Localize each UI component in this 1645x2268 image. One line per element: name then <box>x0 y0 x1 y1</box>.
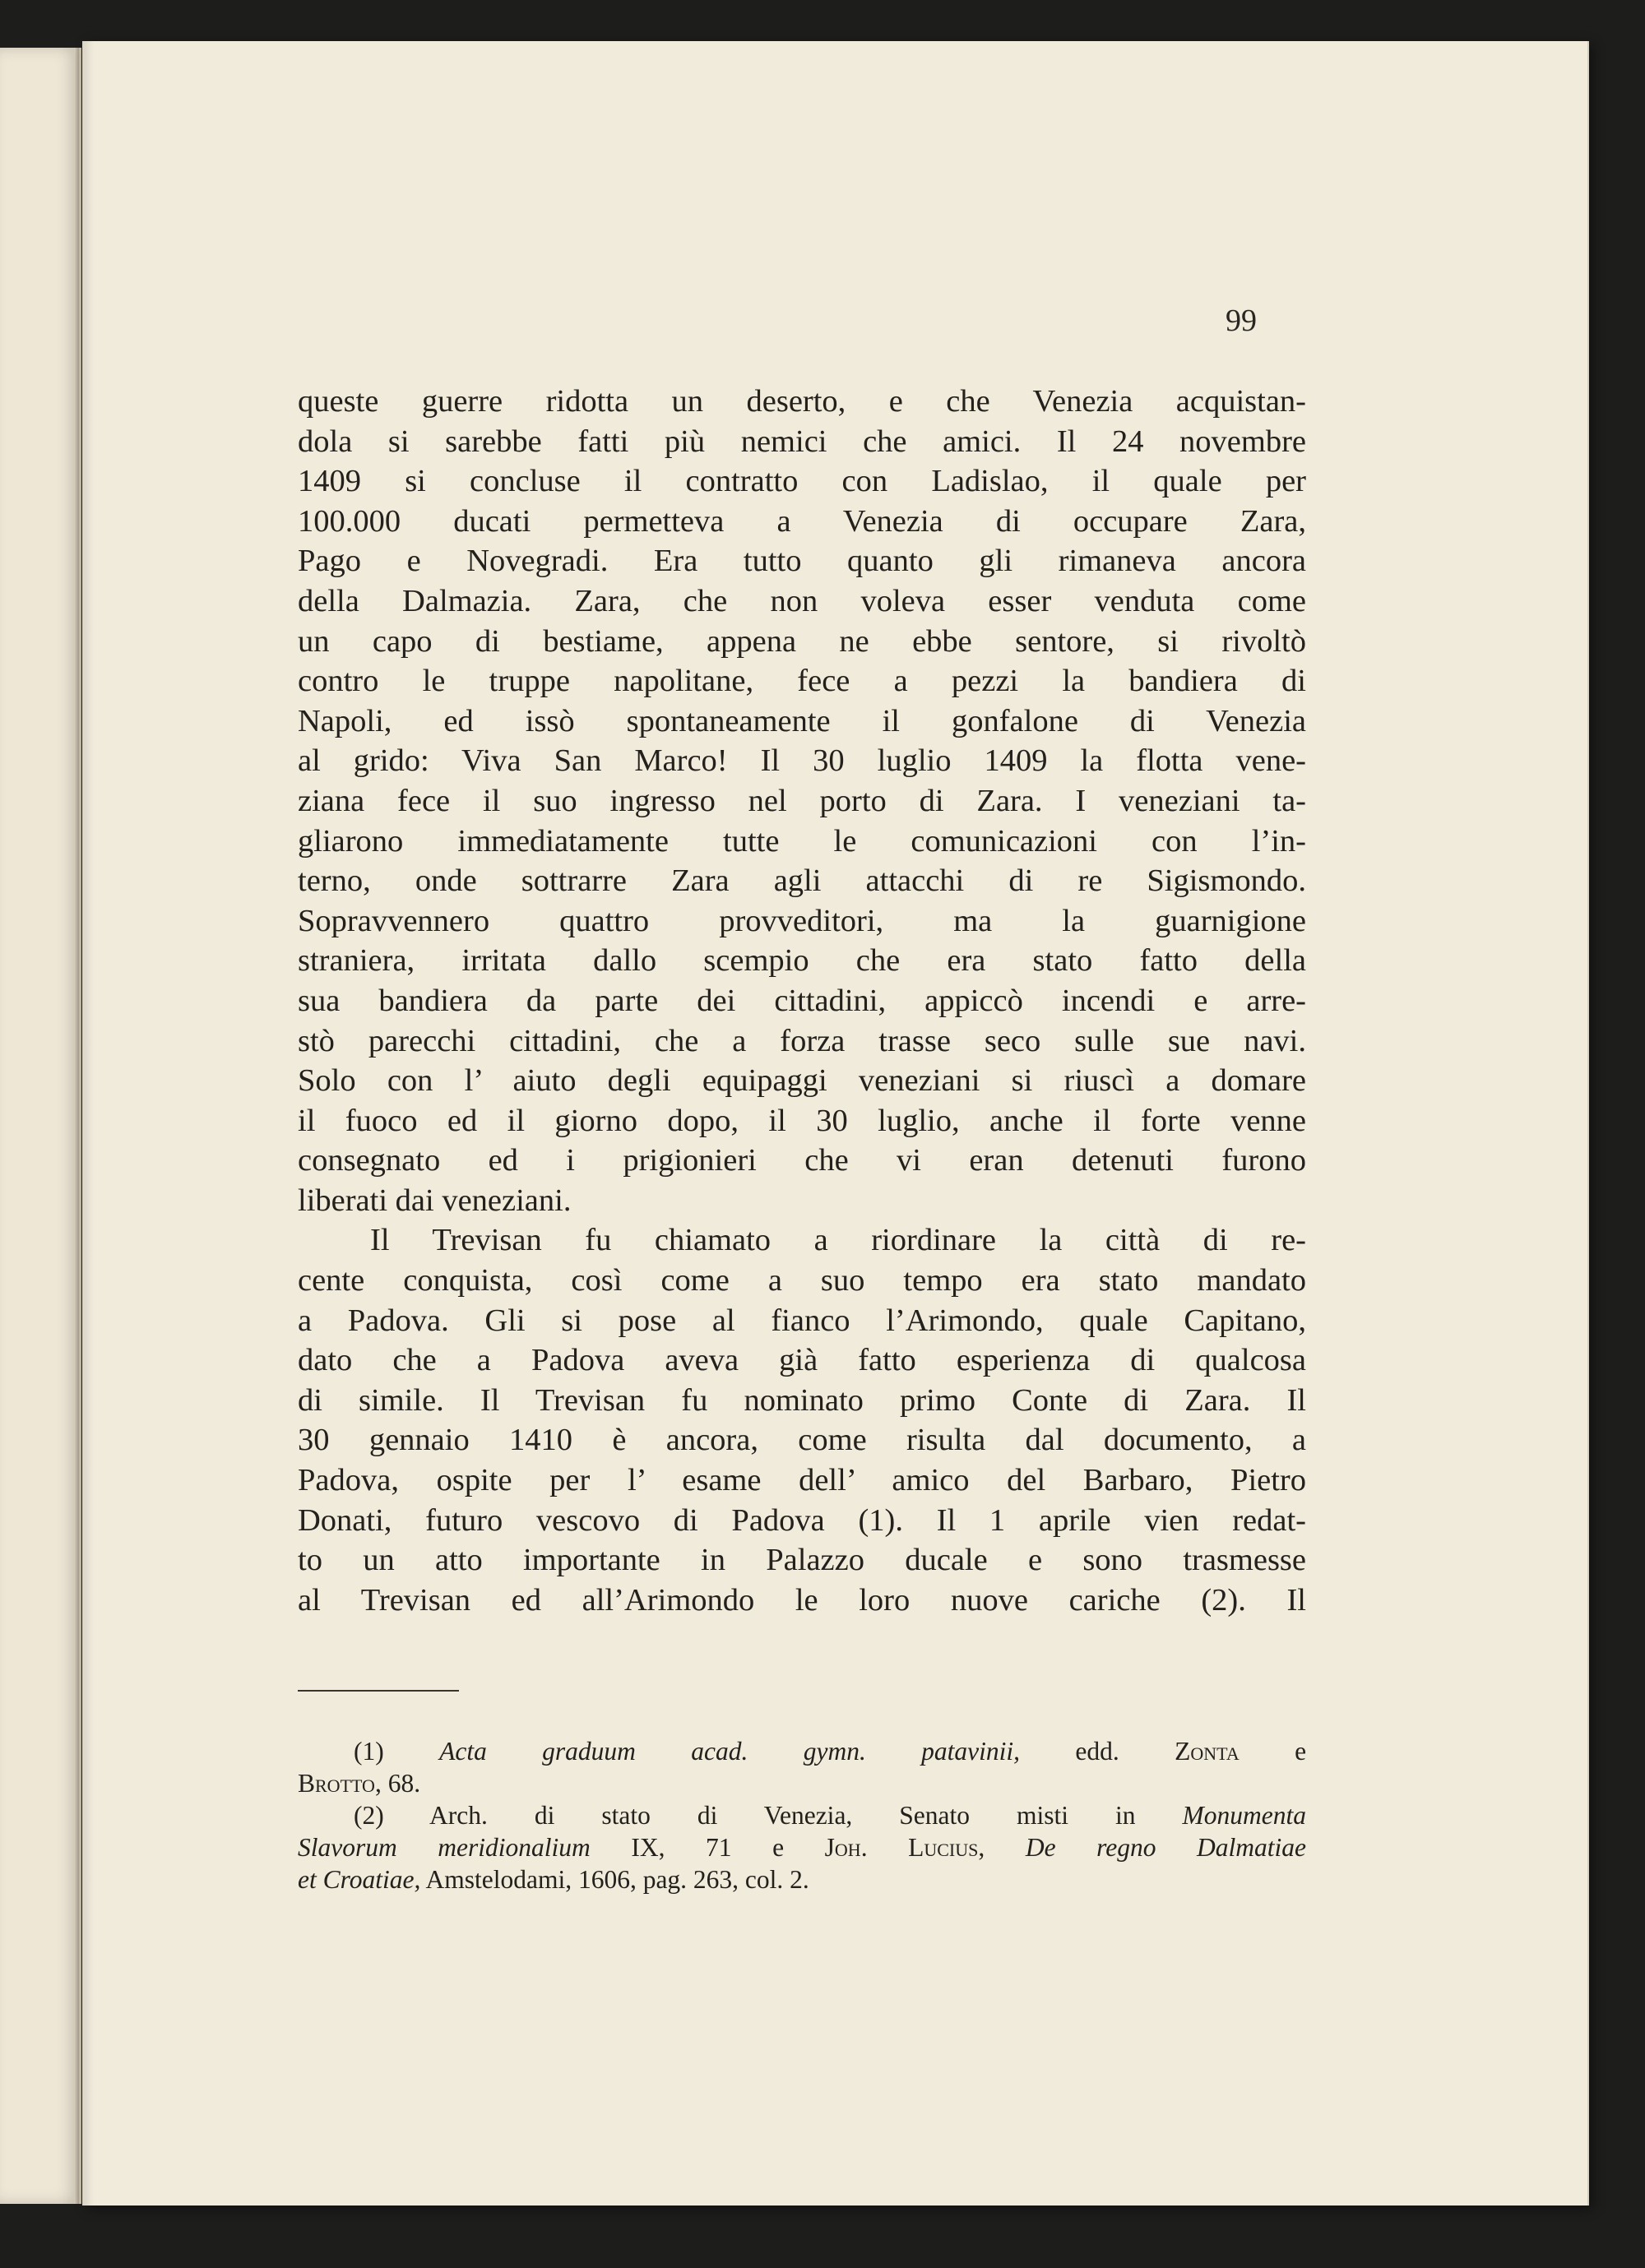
footnote-1-continued <box>298 1767 1306 1799</box>
text-line: il fuoco ed il giorno dopo, il 30 luglio, anche il forte venne <box>298 1103 1306 1138</box>
text-line: Sopravvennero quattro provveditori, ma la guarnigione <box>298 903 1306 938</box>
previous-page-edge <box>0 48 81 2204</box>
footnote-2-title-b: Slavorum meridionalium <box>298 1833 591 1862</box>
footnote-separator <box>298 1690 459 1692</box>
text-line: un capo di bestiame, appena ne ebbe sentore, si rivoltò <box>298 623 1306 659</box>
text-line: al grido: Viva San Marco! Il 30 luglio 1409 la flotta vene- <box>298 743 1306 779</box>
footnote-2-mark: (2) <box>354 1801 384 1830</box>
text-line: della Dalmazia. Zara, che non voleva esser venduta come <box>298 583 1306 618</box>
text-line: to un atto importante in Palazzo ducale e sono trasmesse <box>298 1543 1306 1578</box>
footnote-1 <box>298 1735 1306 1767</box>
text-line: consegnato ed i prigionieri che vi eran detenuti furono <box>298 1143 1306 1178</box>
paragraph-start-line: Il Trevisan fu chiamato a riordinare la città di re- <box>370 1223 1306 1258</box>
text-line: straniera, irritata dallo scempio che era stato fatto della <box>298 943 1306 979</box>
text-line: queste guerre ridotta un deserto, e che Venezia acquistan- <box>298 384 1306 419</box>
footnote-2-title: Monumenta <box>1182 1801 1307 1830</box>
footnote-2-title-2: De regno Dalmatiae <box>1025 1833 1306 1862</box>
page-number: 99 <box>1226 303 1257 338</box>
text-line: Solo con l’ aiuto degli equipaggi veneziani si riuscì a domare <box>298 1063 1306 1099</box>
footnote-1-editor-2: Brotto <box>298 1769 375 1798</box>
body-text <box>298 382 1306 1620</box>
text-line: terno, onde sottrarre Zara agli attacchi di re Sigismondo. <box>298 863 1306 899</box>
text-line: sua bandiera da parte dei cittadini, appiccò incendi e arre- <box>298 983 1306 1018</box>
text-line: contro le truppe napolitane, fece a pezzi la bandiera di <box>298 664 1306 699</box>
footnote-2-source: Arch. di stato di Venezia, Senato misti in <box>429 1801 1136 1830</box>
text-line: dola si sarebbe fatti più nemici che amici. Il 24 novembre <box>298 424 1306 459</box>
footnote-2-imprint: Amstelodami, 1606, pag. 263, col. 2. <box>425 1865 809 1894</box>
footnote-2-ref: IX, 71 e <box>631 1833 785 1862</box>
text-line: a Padova. Gli si pose al fianco l’Arimondo, quale Capitano, <box>298 1303 1306 1338</box>
text-line: 1409 si concluse il contratto con Ladislao, il quale per <box>298 464 1306 499</box>
book-page <box>82 41 1587 2206</box>
text-line: 100.000 ducati permetteva a Venezia di occupare Zara, <box>298 503 1306 539</box>
footnote-1-title: Acta graduum acad. gymn. patavinii, <box>439 1737 1021 1766</box>
footnote-1-edd: edd. <box>1075 1737 1119 1766</box>
footnotes <box>298 1735 1306 1895</box>
text-line: Napoli, ed issò spontaneamente il gonfalone di Venezia <box>298 703 1306 738</box>
footnote-1-mark: (1) <box>354 1737 384 1766</box>
footnote-2-continued <box>298 1831 1306 1863</box>
text-line: cente conquista, così come a suo tempo era stato mandato <box>298 1263 1306 1298</box>
text-line: stò parecchi cittadini, che a forza trasse seco sulle sue navi. <box>298 1023 1306 1058</box>
text-line: Donati, futuro vescovo di Padova (1). Il 1 aprile vien redat- <box>298 1502 1306 1538</box>
text-line: al Trevisan ed all’Arimondo le loro nuove cariche (2). Il <box>298 1582 1306 1618</box>
text-line: gliarono immediatamente tutte le comunicazioni con l’in- <box>298 823 1306 859</box>
footnote-2-title-2b: et Croatiae, <box>298 1865 421 1894</box>
text-line: liberati dai veneziani. <box>298 1183 572 1218</box>
text-line: ziana fece il suo ingresso nel porto di Zara. I veneziani ta- <box>298 783 1306 818</box>
footnote-2-end <box>298 1863 1306 1895</box>
footnote-1-conj: e <box>1295 1737 1307 1766</box>
footnote-1-editor: Zonta <box>1175 1737 1240 1766</box>
text-line: dato che a Padova aveva già fatto esperienza di qualcosa <box>298 1343 1306 1378</box>
footnote-1-page: , 68. <box>374 1769 421 1798</box>
text-line: Padova, ospite per l’ esame dell’ amico del Barbaro, Pietro <box>298 1463 1306 1498</box>
footnote-2-author: Joh. Lucius, <box>824 1833 985 1862</box>
text-line: 30 gennaio 1410 è ancora, come risulta dal documento, a <box>298 1423 1306 1458</box>
text-line: Pago e Novegradi. Era tutto quanto gli rimaneva ancora <box>298 544 1306 579</box>
text-line: di simile. Il Trevisan fu nominato primo Conte di Zara. Il <box>298 1382 1306 1418</box>
footnote-2 <box>298 1799 1306 1831</box>
